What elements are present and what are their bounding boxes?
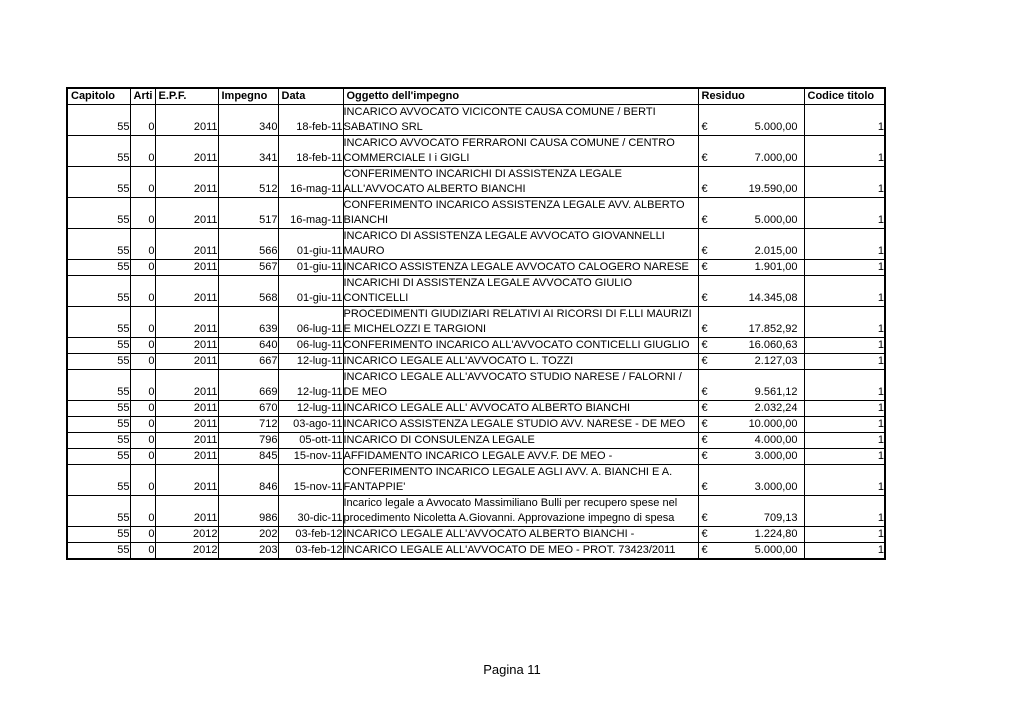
codice-titolo-cell: 1 (804, 370, 885, 401)
arti-cell: 0 (130, 198, 155, 229)
header-row (67, 88, 885, 105)
epf-cell: 2011 (155, 401, 218, 417)
data-cell: 01-giu-11 (278, 229, 343, 260)
data-cell: 05-ott-11 (278, 433, 343, 449)
codice-titolo-cell: 1 (804, 449, 885, 465)
epf-cell: 2012 (155, 527, 218, 543)
oggetto-cell: INCARICO LEGALE ALL'AVVOCATO L. TOZZI (343, 354, 698, 370)
data-cell: 16-mag-11 (278, 167, 343, 198)
euro-sign: € (701, 245, 708, 257)
table-row (67, 449, 885, 465)
capitolo-cell: 55 (67, 167, 130, 198)
codice-titolo-cell: 1 (804, 136, 885, 167)
euro-sign: € (701, 323, 708, 335)
residuo-cell (698, 370, 804, 401)
oggetto-cell: AFFIDAMENTO INCARICO LEGALE AVV.F. DE MEO - (343, 449, 698, 465)
impegno-cell: 669 (218, 370, 278, 401)
codice-titolo-cell: 1 (804, 307, 885, 338)
capitolo-cell: 55 (67, 449, 130, 465)
arti-cell: 0 (130, 354, 155, 370)
column-header-capitolo: Capitolo (67, 88, 130, 105)
codice-titolo-cell: 1 (804, 354, 885, 370)
euro-sign: € (701, 512, 708, 524)
capitolo-cell: 55 (67, 417, 130, 433)
codice-titolo-cell: 1 (804, 276, 885, 307)
residuo-amount: 5.000,00 (754, 544, 798, 556)
impegno-cell: 568 (218, 276, 278, 307)
impegno-cell: 846 (218, 465, 278, 496)
impegno-cell: 667 (218, 354, 278, 370)
data-cell: 18-feb-11 (278, 105, 343, 136)
arti-cell: 0 (130, 417, 155, 433)
euro-sign: € (701, 434, 708, 446)
euro-sign: € (701, 183, 708, 195)
euro-sign: € (701, 261, 708, 273)
capitolo-cell: 55 (67, 465, 130, 496)
oggetto-cell: INCARICO LEGALE ALL'AVVOCATO STUDIO NARESE / FALORNI / DE MEO (343, 370, 698, 401)
data-cell: 30-dic-11 (278, 496, 343, 527)
codice-titolo-cell: 1 (804, 229, 885, 260)
residuo-cell (698, 527, 804, 543)
codice-titolo-cell: 1 (804, 465, 885, 496)
codice-titolo-cell: 1 (804, 433, 885, 449)
table-row (67, 136, 885, 167)
oggetto-cell: INCARICO LEGALE ALL' AVVOCATO ALBERTO BIANCHI (343, 401, 698, 417)
epf-cell: 2011 (155, 105, 218, 136)
impegno-cell: 203 (218, 543, 278, 560)
table-row (67, 354, 885, 370)
oggetto-cell: INCARICO ASSISTENZA LEGALE AVVOCATO CALOGERO NARESE (343, 260, 698, 276)
oggetto-cell: INCARICO DI ASSISTENZA LEGALE AVVOCATO GIOVANNELLI MAURO (343, 229, 698, 260)
euro-sign: € (701, 339, 708, 351)
oggetto-cell: CONFERIMENTO INCARICO ASSISTENZA LEGALE AVV. ALBERTO BIANCHI (343, 198, 698, 229)
impegno-cell: 202 (218, 527, 278, 543)
codice-titolo-cell: 1 (804, 401, 885, 417)
capitolo-cell: 55 (67, 370, 130, 401)
data-cell: 03-ago-11 (278, 417, 343, 433)
euro-sign: € (701, 402, 708, 414)
euro-sign: € (701, 121, 708, 133)
table-row (67, 276, 885, 307)
oggetto-cell: CONFERIMENTO INCARICO LEGALE AGLI AVV. A. BIANCHI E A. FANTAPPIE' (343, 465, 698, 496)
residuo-cell (698, 354, 804, 370)
euro-sign: € (701, 355, 708, 367)
arti-cell: 0 (130, 496, 155, 527)
residuo-cell (698, 229, 804, 260)
oggetto-cell: INCARICO AVVOCATO VICICONTE CAUSA COMUNE / BERTI SABATINO SRL (343, 105, 698, 136)
impegno-cell: 845 (218, 449, 278, 465)
arti-cell: 0 (130, 307, 155, 338)
epf-cell: 2012 (155, 543, 218, 560)
residuo-cell (698, 465, 804, 496)
epf-cell: 2011 (155, 465, 218, 496)
capitolo-cell: 55 (67, 198, 130, 229)
residuo-amount: 10.000,00 (748, 418, 798, 430)
epf-cell: 2011 (155, 229, 218, 260)
codice-titolo-cell: 1 (804, 167, 885, 198)
oggetto-cell: CONFERIMENTO INCARICO ALL'AVVOCATO CONTICELLI GIUGLIO (343, 338, 698, 354)
epf-cell: 2011 (155, 449, 218, 465)
euro-sign: € (701, 418, 708, 430)
codice-titolo-cell: 1 (804, 496, 885, 527)
oggetto-cell: INCARICHI DI ASSISTENZA LEGALE AVVOCATO GIULIO CONTICELLI (343, 276, 698, 307)
residuo-cell (698, 167, 804, 198)
epf-cell: 2011 (155, 417, 218, 433)
epf-cell: 2011 (155, 198, 218, 229)
capitolo-cell: 55 (67, 496, 130, 527)
residuo-cell (698, 260, 804, 276)
epf-cell: 2011 (155, 370, 218, 401)
arti-cell: 0 (130, 338, 155, 354)
column-header-codice-titolo: Codice titolo (804, 88, 885, 105)
arti-cell: 0 (130, 449, 155, 465)
residuo-amount: 5.000,00 (754, 121, 798, 133)
capitolo-cell: 55 (67, 338, 130, 354)
capitolo-cell: 55 (67, 260, 130, 276)
residuo-cell (698, 433, 804, 449)
data-cell: 16-mag-11 (278, 198, 343, 229)
oggetto-cell: INCARICO DI CONSULENZA LEGALE (343, 433, 698, 449)
data-cell: 06-lug-11 (278, 307, 343, 338)
capitolo-cell: 55 (67, 527, 130, 543)
euro-sign: € (701, 152, 708, 164)
impegno-cell: 341 (218, 136, 278, 167)
oggetto-cell: PROCEDIMENTI GIUDIZIARI RELATIVI AI RICORSI DI F.LLI MAURIZI E MICHELOZZI E TARGIONI (343, 307, 698, 338)
column-header-epf: E.P.F. (155, 88, 218, 105)
residuo-amount: 3.000,00 (754, 481, 798, 493)
impegno-cell: 567 (218, 260, 278, 276)
residuo-cell (698, 338, 804, 354)
arti-cell: 0 (130, 229, 155, 260)
epf-cell: 2011 (155, 354, 218, 370)
residuo-cell (698, 401, 804, 417)
arti-cell: 0 (130, 401, 155, 417)
impegno-cell: 640 (218, 338, 278, 354)
column-header-impegno: Impegno (218, 88, 278, 105)
table-row (67, 543, 885, 560)
table-row (67, 260, 885, 276)
impegno-cell: 517 (218, 198, 278, 229)
euro-sign: € (701, 528, 708, 540)
oggetto-cell: Incarico legale a Avvocato Massimiliano Bulli per recupero spese nel procedimento Nicoletta A.Giovanni. Approvazione impegno di spesa (343, 496, 698, 527)
data-cell: 12-lug-11 (278, 354, 343, 370)
euro-sign: € (701, 292, 708, 304)
column-header-residuo: Residuo (698, 88, 804, 105)
impegno-cell: 796 (218, 433, 278, 449)
impegno-cell: 639 (218, 307, 278, 338)
residuo-amount: 2.015,00 (754, 245, 798, 257)
residuo-amount: 19.590,00 (748, 183, 798, 195)
residuo-amount: 14.345,08 (748, 292, 798, 304)
arti-cell: 0 (130, 370, 155, 401)
oggetto-cell: INCARICO AVVOCATO FERRARONI CAUSA COMUNE / CENTRO COMMERCIALE I i GIGLI (343, 136, 698, 167)
data-cell: 18-feb-11 (278, 136, 343, 167)
oggetto-cell: CONFERIMENTO INCARICHI DI ASSISTENZA LEGALE ALL'AVVOCATO ALBERTO BIANCHI (343, 167, 698, 198)
table-row (67, 465, 885, 496)
capitolo-cell: 55 (67, 229, 130, 260)
euro-sign: € (701, 386, 708, 398)
residuo-cell (698, 136, 804, 167)
codice-titolo-cell: 1 (804, 338, 885, 354)
column-header-data: Data (278, 88, 343, 105)
arti-cell: 0 (130, 465, 155, 496)
table-row (67, 417, 885, 433)
impegno-cell: 340 (218, 105, 278, 136)
arti-cell: 0 (130, 543, 155, 560)
residuo-cell (698, 276, 804, 307)
table-row (67, 433, 885, 449)
oggetto-cell: INCARICO LEGALE ALL'AVVOCATO DE MEO - PROT. 73423/2011 (343, 543, 698, 560)
oggetto-cell: INCARICO ASSISTENZA LEGALE STUDIO AVV. NARESE - DE MEO (343, 417, 698, 433)
residuo-cell (698, 449, 804, 465)
column-header-oggetto: Oggetto dell'impegno (343, 88, 698, 105)
table-body (67, 105, 885, 560)
impegno-cell: 986 (218, 496, 278, 527)
impegno-cell: 670 (218, 401, 278, 417)
arti-cell: 0 (130, 433, 155, 449)
epf-cell: 2011 (155, 307, 218, 338)
capitolo-cell: 55 (67, 276, 130, 307)
codice-titolo-cell: 1 (804, 198, 885, 229)
table-row (67, 167, 885, 198)
codice-titolo-cell: 1 (804, 260, 885, 276)
capitolo-cell: 55 (67, 354, 130, 370)
impegni-table (66, 87, 886, 560)
table-row (67, 527, 885, 543)
impegno-cell: 566 (218, 229, 278, 260)
page-number: Pagina 11 (483, 662, 541, 677)
column-header-arti: Arti (130, 88, 155, 105)
epf-cell: 2011 (155, 167, 218, 198)
capitolo-cell: 55 (67, 433, 130, 449)
data-cell: 15-nov-11 (278, 449, 343, 465)
residuo-amount: 16.060,63 (748, 339, 798, 351)
capitolo-cell: 55 (67, 543, 130, 560)
residuo-amount: 1.901,00 (754, 261, 798, 273)
epf-cell: 2011 (155, 136, 218, 167)
euro-sign: € (701, 214, 708, 226)
capitolo-cell: 55 (67, 307, 130, 338)
epf-cell: 2011 (155, 260, 218, 276)
table-row (67, 338, 885, 354)
epf-cell: 2011 (155, 496, 218, 527)
table-row (67, 370, 885, 401)
codice-titolo-cell: 1 (804, 105, 885, 136)
codice-titolo-cell: 1 (804, 527, 885, 543)
residuo-cell (698, 496, 804, 527)
residuo-amount: 7.000,00 (754, 152, 798, 164)
impegno-cell: 512 (218, 167, 278, 198)
epf-cell: 2011 (155, 433, 218, 449)
residuo-amount: 17.852,92 (748, 323, 798, 335)
residuo-amount: 9.561,12 (754, 386, 798, 398)
residuo-amount: 3.000,00 (754, 450, 798, 462)
table-row (67, 401, 885, 417)
data-cell: 12-lug-11 (278, 401, 343, 417)
residuo-cell (698, 307, 804, 338)
residuo-amount: 709,13 (763, 512, 798, 524)
residuo-cell (698, 105, 804, 136)
epf-cell: 2011 (155, 276, 218, 307)
data-cell: 06-lug-11 (278, 338, 343, 354)
arti-cell: 0 (130, 105, 155, 136)
residuo-cell (698, 543, 804, 560)
residuo-amount: 5.000,00 (754, 214, 798, 226)
euro-sign: € (701, 481, 708, 493)
capitolo-cell: 55 (67, 401, 130, 417)
euro-sign: € (701, 544, 708, 556)
residuo-cell (698, 198, 804, 229)
residuo-amount: 2.127,03 (754, 355, 798, 367)
data-cell: 12-lug-11 (278, 370, 343, 401)
arti-cell: 0 (130, 527, 155, 543)
arti-cell: 0 (130, 136, 155, 167)
data-cell: 01-giu-11 (278, 276, 343, 307)
arti-cell: 0 (130, 260, 155, 276)
residuo-cell (698, 417, 804, 433)
data-cell: 03-feb-12 (278, 527, 343, 543)
data-cell: 01-giu-11 (278, 260, 343, 276)
table-row (67, 229, 885, 260)
residuo-amount: 4.000,00 (754, 434, 798, 446)
data-cell: 15-nov-11 (278, 465, 343, 496)
data-cell: 03-feb-12 (278, 543, 343, 560)
capitolo-cell: 55 (67, 136, 130, 167)
table-row (67, 105, 885, 136)
arti-cell: 0 (130, 167, 155, 198)
table-row (67, 307, 885, 338)
table-row (67, 496, 885, 527)
epf-cell: 2011 (155, 338, 218, 354)
impegno-cell: 712 (218, 417, 278, 433)
table-row (67, 198, 885, 229)
codice-titolo-cell: 1 (804, 417, 885, 433)
codice-titolo-cell: 1 (804, 543, 885, 560)
residuo-amount: 1.224,80 (754, 528, 798, 540)
arti-cell: 0 (130, 276, 155, 307)
residuo-amount: 2.032,24 (754, 402, 798, 414)
capitolo-cell: 55 (67, 105, 130, 136)
euro-sign: € (701, 450, 708, 462)
oggetto-cell: INCARICO LEGALE ALL'AVVOCATO ALBERTO BIANCHI - (343, 527, 698, 543)
